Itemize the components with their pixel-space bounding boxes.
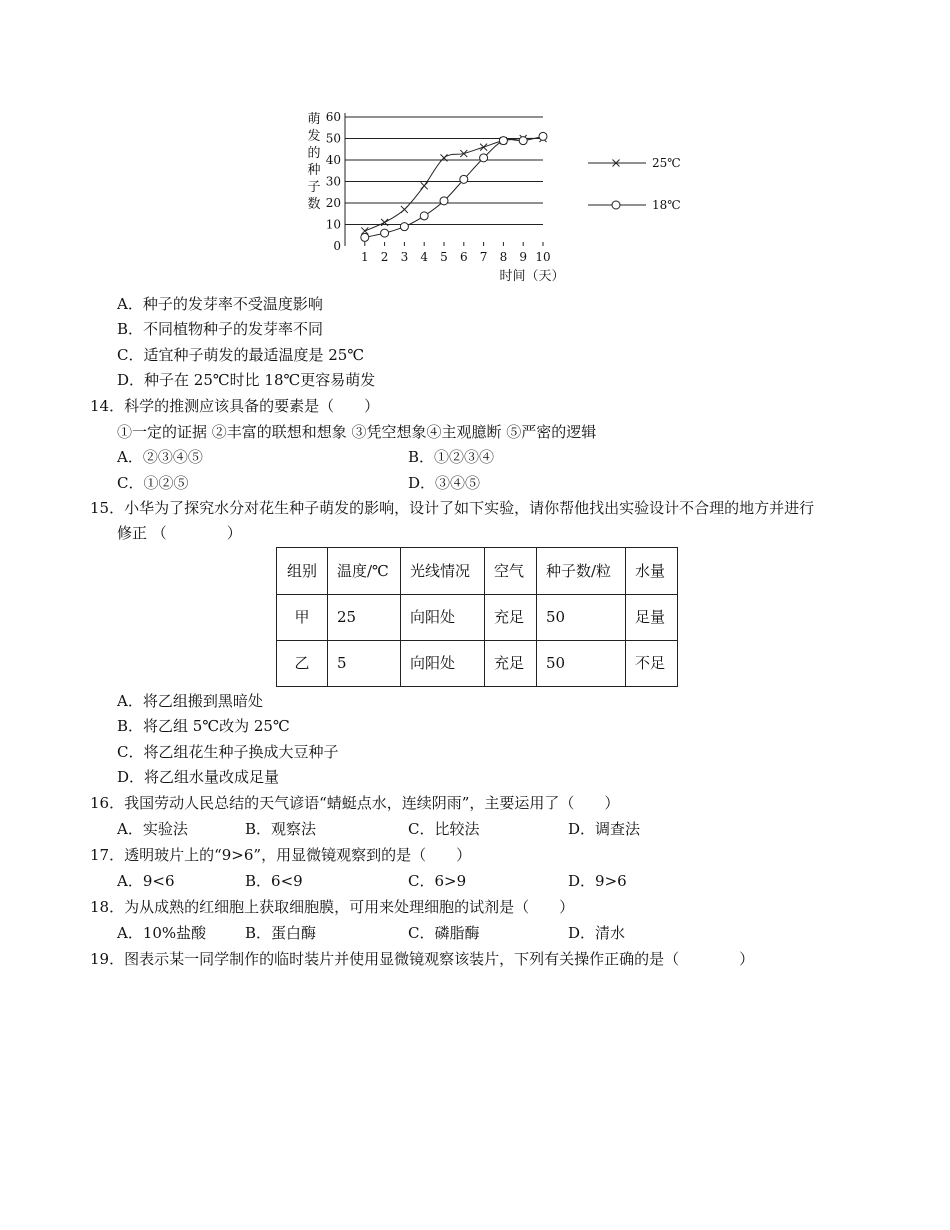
y-label-char: 种 <box>307 163 321 178</box>
y-tick-label: 10 <box>325 217 341 232</box>
q16-option-d[interactable]: D．调查法 <box>568 820 641 838</box>
table-cell: 充足 <box>485 595 537 641</box>
germination-chart <box>300 105 700 285</box>
point-x-marker <box>421 182 428 189</box>
q19-stem: 19．图表示某一同学制作的临时装片并使用显微镜观察该装片，下列有关操作正确的是（ ） <box>90 950 755 968</box>
x-tick-label: 2 <box>380 250 389 264</box>
table-cell: 25 <box>328 595 401 641</box>
header-cell: 空气 <box>485 548 537 595</box>
table-header-row <box>277 548 678 595</box>
x-tick-label: 1 <box>360 250 369 264</box>
y-tick-label: 20 <box>325 196 341 210</box>
header-cell: 水量 <box>626 548 678 595</box>
grid-lines <box>345 113 543 246</box>
x-tick-label: 3 <box>400 250 409 264</box>
y-label-char: 数 <box>307 197 321 212</box>
x-tick-label: 10 <box>535 250 551 264</box>
q14-items: ①一定的证据 ②丰富的联想和想象 ③凭空想象④主观臆断 ⑤严密的逻辑 <box>117 423 597 441</box>
table-cell: 向阳处 <box>401 641 485 687</box>
series-line <box>365 136 543 237</box>
y-tick-label: 60 <box>325 110 341 124</box>
table-cell: 50 <box>537 595 626 641</box>
x-axis-label: 时间（天） <box>499 269 565 284</box>
y-label-char: 萌 <box>307 112 321 127</box>
q17-option-c[interactable]: C．6>9 <box>408 872 467 890</box>
q15-option-d[interactable]: D．将乙组水量改成足量 <box>117 768 280 786</box>
q17-stem: 17．透明玻片上的“9>6”，用显微镜观察到的是（ ） <box>90 846 472 864</box>
table-cell: 向阳处 <box>401 595 485 641</box>
x-tick-label: 6 <box>459 250 468 264</box>
point-circle-marker <box>539 132 547 140</box>
q18-option-c[interactable]: C．磷脂酶 <box>408 924 480 942</box>
table-cell: 乙 <box>277 641 328 687</box>
header-cell: 组别 <box>277 548 328 595</box>
header-cell: 光线情况 <box>401 548 485 595</box>
q18-option-d[interactable]: D．清水 <box>568 924 626 942</box>
legend-label: 25℃ <box>652 156 681 170</box>
series-lines <box>361 132 547 241</box>
y-label-char: 发 <box>307 129 321 144</box>
table-cell: 足量 <box>626 595 678 641</box>
point-x-marker <box>401 206 408 213</box>
q15-option-c[interactable]: C．将乙组花生种子换成大豆种子 <box>117 743 339 761</box>
table-cell: 5 <box>328 641 401 687</box>
point-circle-marker <box>519 137 527 145</box>
q18-stem: 18．为从成熟的红细胞上获取细胞膜，可用来处理细胞的试剂是（ ） <box>90 898 575 916</box>
point-circle-marker <box>480 154 488 162</box>
x-tick-label: 4 <box>420 250 429 264</box>
q14-option-c[interactable]: C．①②⑤ <box>117 474 189 492</box>
x-tick-label: 8 <box>499 250 508 264</box>
q15-option-b[interactable]: B．将乙组 5℃改为 25℃ <box>117 717 290 735</box>
q16-stem: 16．我国劳动人民总结的天气谚语“蜻蜓点水，连续阴雨”，主要运用了（ ） <box>90 794 620 812</box>
q13-option-c[interactable]: C．适宜种子萌发的最适温度是 25℃ <box>117 346 365 364</box>
q15-option-a[interactable]: A．将乙组搬到黑暗处 <box>117 692 263 710</box>
q18-option-a[interactable]: A．10%盐酸 <box>117 924 207 942</box>
x-tick-label: 9 <box>519 250 528 264</box>
q14-option-b[interactable]: B．①②③④ <box>408 448 495 466</box>
x-tick-labels <box>361 250 551 264</box>
q18-option-b[interactable]: B．蛋白酶 <box>245 924 317 942</box>
point-circle-marker <box>381 229 389 237</box>
q13-option-b[interactable]: B．不同植物种子的发芽率不同 <box>117 320 324 338</box>
point-circle-marker <box>460 175 468 183</box>
table-cell: 甲 <box>277 595 328 641</box>
header-cell: 温度/℃ <box>328 548 401 595</box>
x-tick-label: 5 <box>440 250 448 264</box>
legend <box>588 156 681 212</box>
y-tick-label: 40 <box>325 153 341 167</box>
q15-stem-line2: 修正 （ ） <box>117 524 242 542</box>
x-tick-label: 7 <box>479 250 488 264</box>
y-label-char: 的 <box>307 146 321 161</box>
y-tick-label: 0 <box>333 239 341 253</box>
y-tick-label: 30 <box>325 174 341 189</box>
table-cell: 充足 <box>485 641 537 687</box>
table-cell: 不足 <box>626 641 678 687</box>
q17-option-b[interactable]: B．6<9 <box>245 872 303 890</box>
point-x-marker <box>480 144 487 151</box>
q14-stem: 14．科学的推测应该具备的要素是（ ） <box>90 397 380 415</box>
y-tick-labels <box>326 110 341 253</box>
experiment-table <box>276 547 678 687</box>
point-circle-marker <box>420 212 428 220</box>
series-line <box>365 138 543 231</box>
q17-option-d[interactable]: D．9>6 <box>568 872 627 890</box>
q13-option-d[interactable]: D．种子在 25℃时比 18℃更容易萌发 <box>117 371 376 389</box>
q13-option-a[interactable]: A．种子的发芽率不受温度影响 <box>117 295 323 313</box>
header-cell: 种子数/粒 <box>537 548 626 595</box>
point-circle-marker <box>361 233 369 241</box>
legend-label: 18℃ <box>652 198 681 212</box>
table-cell: 50 <box>537 641 626 687</box>
point-circle-marker <box>440 197 448 205</box>
point-circle-marker <box>499 137 507 145</box>
table-row <box>277 641 678 687</box>
q16-option-a[interactable]: A．实验法 <box>117 820 188 838</box>
point-circle-marker <box>612 201 620 209</box>
y-label-char: 子 <box>307 180 321 195</box>
q17-option-a[interactable]: A．9<6 <box>117 872 175 890</box>
q15-stem-line1: 15．小华为了探究水分对花生种子萌发的影响，设计了如下实验，请你帮他找出实验设计不合理的地方并进行 <box>90 499 815 517</box>
q16-option-c[interactable]: C．比较法 <box>408 820 480 838</box>
q14-option-a[interactable]: A．②③④⑤ <box>117 448 203 466</box>
q16-option-b[interactable]: B．观察法 <box>245 820 317 838</box>
table-row <box>277 595 678 641</box>
q14-option-d[interactable]: D．③④⑤ <box>408 474 481 492</box>
y-tick-label: 50 <box>325 131 341 146</box>
point-circle-marker <box>400 223 408 231</box>
y-axis-label <box>307 112 320 212</box>
